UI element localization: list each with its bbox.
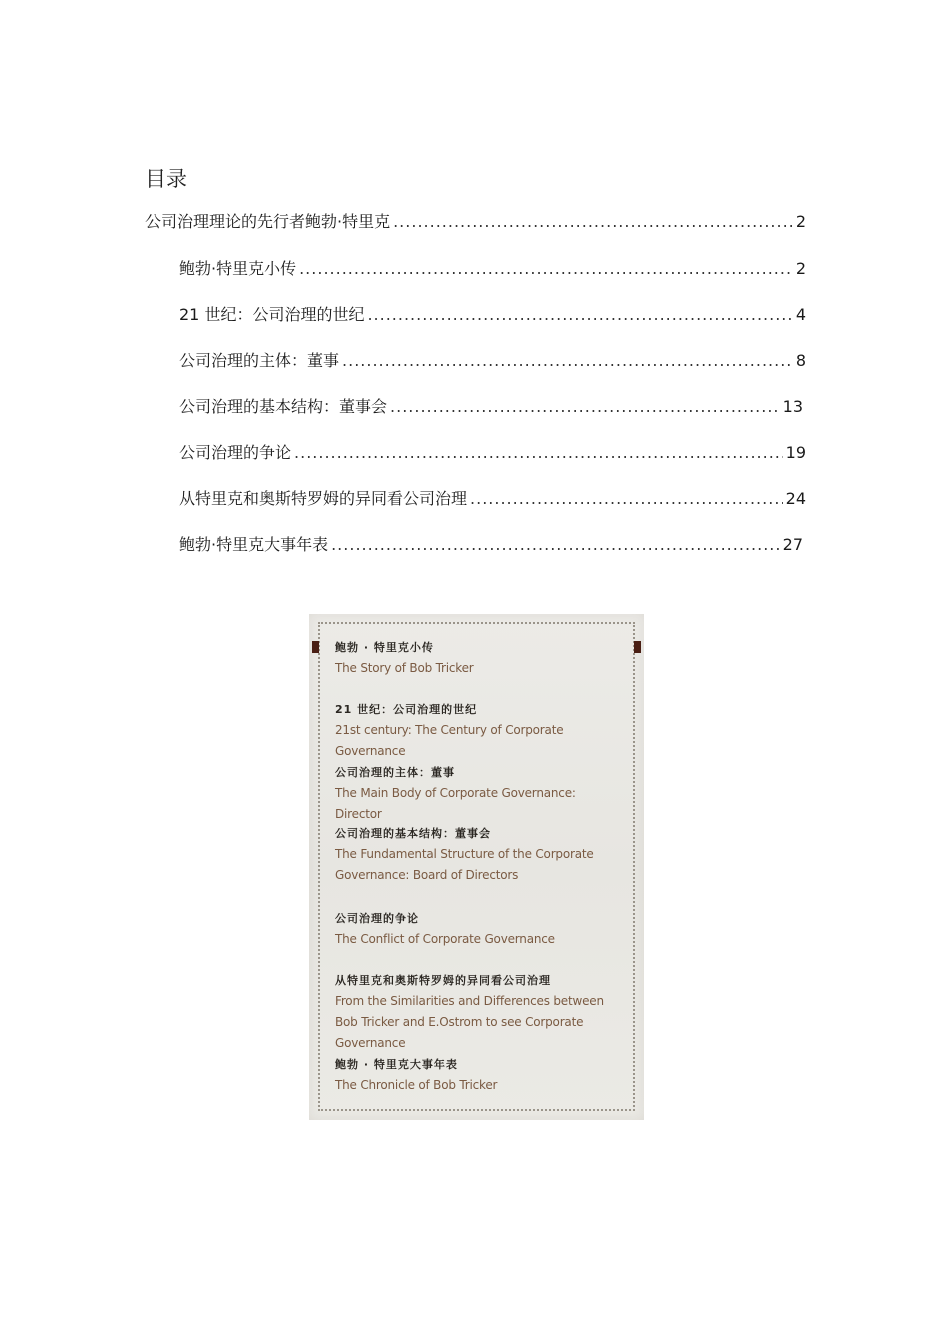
toc-entry-page: 2: [795, 212, 806, 231]
toc-leader-dots: [470, 487, 783, 511]
card-item-zh: 公司治理的主体：董事: [335, 766, 455, 779]
toc-entry[interactable]: [179, 533, 803, 557]
toc-entry-page: 24: [785, 489, 806, 508]
toc-entry-label: 从特里克和奥斯特罗姆的异同看公司治理: [179, 489, 468, 508]
toc-entry-page: 13: [782, 397, 803, 416]
card-item: [335, 973, 625, 1054]
toc-entry-label: 鲍勃·特里克小传: [179, 259, 297, 278]
toc-entry-page: 19: [785, 443, 806, 462]
card-item-zh: 公司治理的基本结构：董事会: [335, 827, 491, 840]
toc-entry[interactable]: [179, 441, 806, 465]
toc-entry[interactable]: [145, 210, 806, 234]
toc-entry-label: 鲍勃·特里克大事年表: [179, 535, 329, 554]
toc-entry[interactable]: [179, 395, 803, 419]
toc-entry-label: 公司治理的基本结构：董事会: [179, 397, 388, 416]
toc-entry-page: 4: [795, 305, 806, 324]
toc-entry-label: 公司治理理论的先行者鲍勃·特里克: [145, 212, 391, 231]
toc-entry-label: 公司治理的争论: [179, 443, 292, 462]
card-item-zh: 鲍勃 · 特里克小传: [335, 641, 434, 654]
card-item-zh: 公司治理的争论: [335, 912, 419, 925]
bookmark-tab-left: [312, 641, 319, 653]
toc-entry[interactable]: [179, 349, 806, 373]
card-item-zh: 从特里克和奥斯特罗姆的异同看公司治理: [335, 974, 551, 987]
card-item-en: The Chronicle of Bob Tricker: [335, 1078, 498, 1092]
card-item-en: The Fundamental Structure of the Corporate Governance: Board of Directors: [335, 847, 594, 882]
card-item: [335, 826, 625, 886]
toc-entry[interactable]: [179, 257, 806, 281]
card-item: [335, 765, 625, 825]
card-item-zh: 鲍勃 · 特里克大事年表: [335, 1058, 458, 1071]
toc-leader-dots: [331, 533, 780, 557]
toc-entry-label: 21 世纪：公司治理的世纪: [179, 305, 365, 324]
toc-entry-page: 8: [795, 351, 806, 370]
toc-entry-label: 公司治理的主体：董事: [179, 351, 340, 370]
toc-leader-dots: [390, 395, 780, 419]
contents-card-image: [309, 614, 644, 1120]
toc-entry-page: 2: [795, 259, 806, 278]
card-item-en: From the Similarities and Differences between Bob Tricker and E.Ostrom to see Corporate Governance: [335, 994, 604, 1050]
toc-title: 目录: [145, 167, 187, 191]
toc-leader-dots: [299, 257, 793, 281]
card-item-en: 21st century: The Century of Corporate Governance: [335, 723, 564, 758]
toc-leader-dots: [367, 303, 792, 327]
bookmark-tab-right: [634, 641, 641, 653]
card-item-zh: 21 世纪：公司治理的世纪: [335, 703, 478, 716]
toc-entry[interactable]: [179, 303, 806, 327]
card-item: [335, 640, 625, 679]
toc-leader-dots: [342, 349, 793, 373]
card-item-en: The Conflict of Corporate Governance: [335, 932, 555, 946]
toc-entry[interactable]: [179, 487, 806, 511]
card-item: [335, 1057, 625, 1096]
toc-leader-dots: [393, 210, 793, 234]
card-item: [335, 911, 625, 950]
toc-entry-page: 27: [782, 535, 803, 554]
card-item: [335, 702, 625, 762]
card-item-en: The Story of Bob Tricker: [335, 661, 474, 675]
card-item-en: The Main Body of Corporate Governance: Director: [335, 786, 576, 821]
toc-leader-dots: [294, 441, 783, 465]
